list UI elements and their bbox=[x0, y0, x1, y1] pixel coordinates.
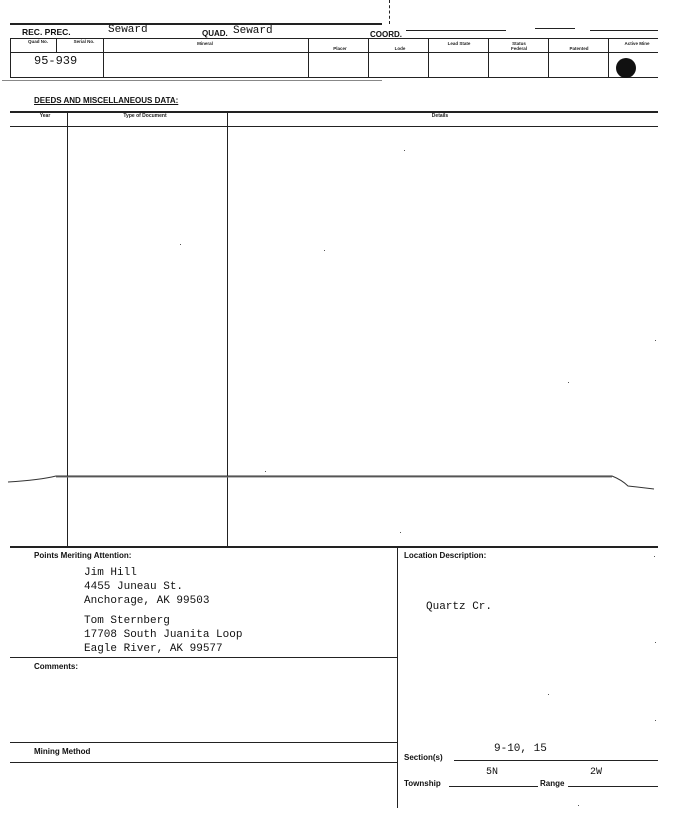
hdr-col-line-7 bbox=[608, 38, 609, 77]
header-top-rule bbox=[10, 23, 382, 25]
points-meriting-attention-label: Points Meriting Attention: bbox=[34, 551, 132, 560]
contact-2-city: Eagle River, AK 99577 bbox=[84, 643, 223, 655]
col-mineral: Mineral bbox=[197, 41, 213, 46]
contact-2-name: Tom Sternberg bbox=[84, 615, 170, 627]
location-description-value: Quartz Cr. bbox=[426, 601, 493, 613]
deeds-header-bottom bbox=[10, 126, 658, 127]
hdr-col-line-2 bbox=[308, 38, 309, 77]
sections-value: 9-10, 15 bbox=[494, 743, 547, 755]
township-underline bbox=[449, 786, 538, 787]
comments-label: Comments: bbox=[34, 662, 79, 671]
col-lode: Lode bbox=[394, 46, 406, 51]
contact-1-city: Anchorage, AK 99503 bbox=[84, 595, 210, 607]
col-patented: Patented bbox=[569, 46, 589, 51]
hdr-col-line-0 bbox=[10, 38, 11, 77]
header-table-bottom bbox=[10, 77, 658, 78]
mining-method-label: Mining Method bbox=[34, 747, 91, 756]
quad-value: Seward bbox=[233, 25, 273, 37]
header-table-mid bbox=[10, 52, 658, 53]
scan-speck bbox=[180, 244, 181, 245]
range-label: Range bbox=[540, 779, 565, 788]
hdr-col-line-5 bbox=[488, 38, 489, 77]
coord-label: COORD. bbox=[370, 30, 402, 39]
deeds-col-details: Details bbox=[431, 113, 449, 119]
deeds-col-year: Year bbox=[39, 113, 51, 119]
mining-method-top-rule bbox=[10, 742, 397, 743]
township-label: Township bbox=[404, 779, 441, 788]
township-value: 5N bbox=[486, 767, 499, 778]
location-description-label: Location Description: bbox=[404, 551, 487, 560]
active-mine-marker-dot bbox=[616, 58, 636, 78]
scan-speck bbox=[578, 805, 579, 806]
scan-speck bbox=[548, 694, 549, 695]
header-top-rule-right bbox=[406, 30, 506, 31]
scan-speck bbox=[568, 382, 569, 383]
scan-speck bbox=[654, 556, 655, 557]
lower-section-divider bbox=[397, 546, 398, 808]
deeds-title: DEEDS AND MISCELLANEOUS DATA: bbox=[34, 96, 179, 105]
col-quad-no: Quad No. bbox=[28, 39, 48, 44]
col-status-federal: Status Federal bbox=[510, 41, 527, 51]
comments-top-rule bbox=[10, 657, 397, 658]
header-rule-fragment bbox=[535, 28, 575, 29]
col-lead-state: Lead State bbox=[447, 41, 471, 46]
quad-label: QUAD. bbox=[202, 29, 228, 38]
hdr-col-line-3 bbox=[368, 38, 369, 77]
header-rule-fragment-2 bbox=[590, 30, 658, 31]
hdr-col-line-4 bbox=[428, 38, 429, 77]
mining-method-bottom-rule bbox=[10, 762, 397, 763]
col-serial-no: Serial No. bbox=[73, 39, 95, 44]
scan-speck bbox=[404, 150, 405, 151]
rec-prec-value: Seward bbox=[108, 24, 148, 36]
hdr-col-line-1 bbox=[103, 38, 104, 77]
deeds-col-type: Type of Document bbox=[123, 113, 167, 119]
scan-speck bbox=[400, 532, 401, 533]
col-placer: Placer bbox=[333, 46, 347, 51]
scan-speck bbox=[655, 642, 656, 643]
quad-serial-value: 95-939 bbox=[34, 54, 78, 68]
lower-section-top bbox=[10, 546, 658, 548]
range-value: 2W bbox=[590, 767, 603, 778]
hdr-col-line-6 bbox=[548, 38, 549, 77]
scan-speck bbox=[324, 250, 325, 251]
contact-1-street: 4455 Juneau St. bbox=[84, 581, 184, 593]
contact-2-street: 17708 South Juanita Loop bbox=[84, 629, 243, 641]
col-active-mine: Active Mine bbox=[624, 41, 650, 46]
scan-speck bbox=[265, 471, 266, 472]
deeds-header-top bbox=[10, 111, 658, 113]
sections-label: Section(s) bbox=[404, 753, 443, 762]
scan-speck bbox=[655, 720, 656, 721]
rec-prec-label: REC. PREC. bbox=[22, 27, 71, 37]
header-table-shadow bbox=[2, 80, 382, 81]
contact-1-name: Jim Hill bbox=[84, 567, 137, 579]
scan-speck bbox=[655, 340, 656, 341]
hdr-col-line-quad bbox=[56, 38, 57, 52]
range-underline bbox=[568, 786, 658, 787]
header-table-top bbox=[10, 38, 658, 39]
page-fold-crease bbox=[0, 466, 678, 496]
sections-underline bbox=[454, 760, 658, 761]
fold-mark bbox=[389, 0, 390, 24]
